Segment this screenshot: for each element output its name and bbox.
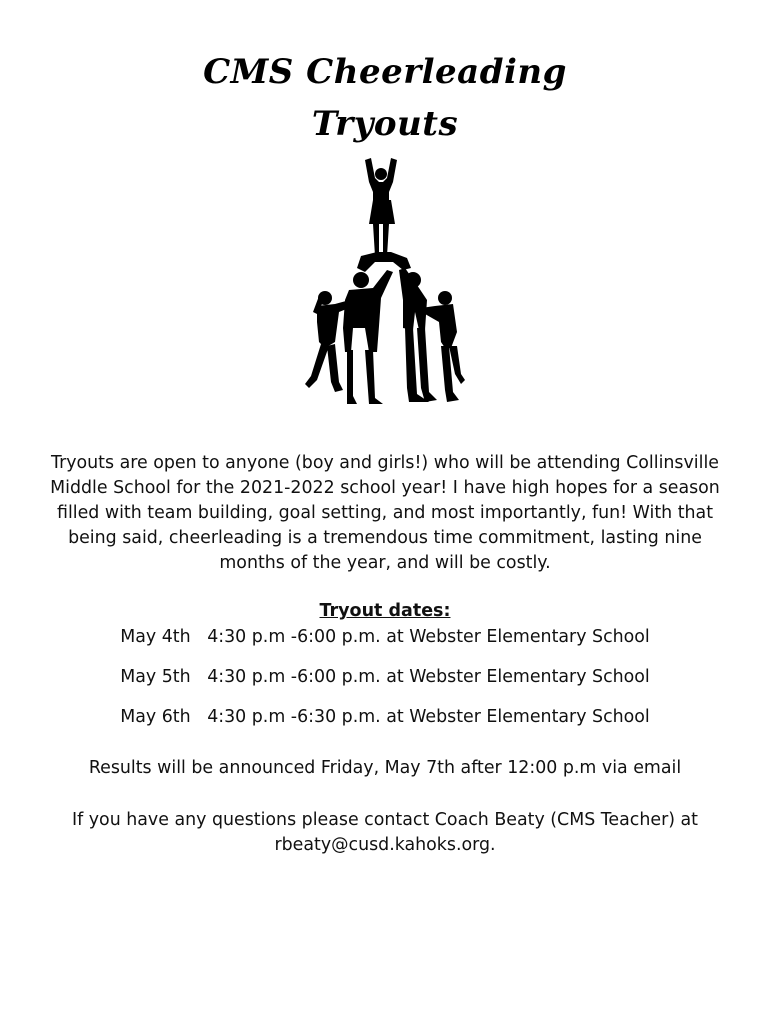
tryout-date-row: May 5th 4:30 p.m -6:00 p.m. at Webster Elementary School	[120, 667, 650, 687]
tryout-dates-heading: Tryout dates:	[319, 601, 451, 621]
tryout-date-row: May 6th 4:30 p.m -6:30 p.m. at Webster Elementary School	[120, 707, 650, 727]
intro-paragraph: Tryouts are open to anyone (boy and girls!) who will be attending Collinsville Middle School for the 2021-2022 school year! I have high hopes for a season filled with team building, goal setting, and most importantly, fun! With that being said, cheerleading is a tremendous time commitment, lasting nine months of the year, and will be costly.	[50, 453, 720, 573]
results-note: Results will be announced Friday, May 7th after 12:00 p.m via email	[88, 758, 682, 778]
cheerleader-pyramid-silhouette-icon	[295, 152, 475, 414]
page-subtitle: Tryouts	[311, 104, 459, 144]
tryout-date-row: May 4th 4:30 p.m -6:00 p.m. at Webster Elementary School	[120, 627, 650, 647]
page-title: CMS Cheerleading	[203, 52, 567, 92]
contact-note: If you have any questions please contact Coach Beaty (CMS Teacher) at rbeaty@cusd.kahoks.org.	[71, 810, 699, 855]
